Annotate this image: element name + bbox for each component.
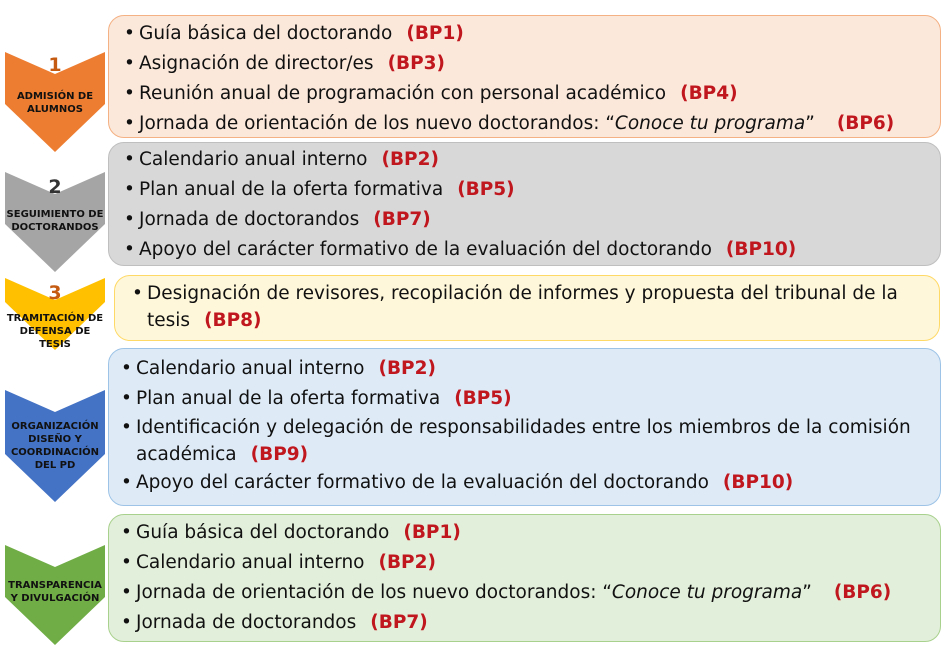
stage-label [5,420,105,472]
stage-label-line: DEL PD [34,460,76,471]
practice-code: (BP4) [680,83,738,104]
practice-code: (BP7) [370,612,428,633]
stage-label-line: TRANSPARENCIA [8,580,102,591]
stage-label [5,208,105,234]
practice-text: Apoyo del carácter formativo de la evaluación del doctorando [136,472,709,493]
stage-label-line: TRAMITACIÓN DE [6,313,104,324]
practice-text: Jornada de orientación de los nuevo doctorandos: “ [139,113,615,134]
practice-code: (BP10) [722,472,794,493]
practice-code: (BP6) [836,113,895,134]
practice-text: Identificación y delegación de responsabilidades entre los miembros de la comisión académica [136,417,911,465]
stage-box-1 [108,15,941,138]
practice-text: Apoyo del carácter formativo de la evaluación del doctorando [139,239,712,260]
practice-italic-text: Conoce tu programa [611,582,803,603]
practice-text: Calendario anual interno [136,552,365,573]
stage-box-2 [108,142,941,266]
stage-number: 3 [48,282,62,304]
practice-code: (BP5) [454,388,512,409]
practice-item [119,578,930,608]
practice-item [119,414,930,468]
stage-label-line: Y DIVULGACIÓN [10,593,100,604]
practice-item [122,145,930,175]
practice-text: Jornada de doctorandos [136,612,357,633]
stage-label-line: COORDINACIÓN [10,447,100,458]
practice-item [122,49,930,79]
practice-code: (BP1) [406,23,464,44]
practice-list [119,354,930,498]
stage-box-5 [108,514,941,642]
practice-item [119,468,930,498]
stage-label [5,90,105,116]
stage-chevron-1 [5,52,105,152]
stage-label-line: DISEÑO Y [28,434,82,445]
practice-item [122,235,930,265]
practice-item [119,518,930,548]
practice-text: Reunión anual de programación con personal académico [139,83,667,104]
practice-list [130,280,929,334]
practice-code: (BP10) [725,239,797,260]
stage-label-line: ORGANIZACIÓN [11,421,99,432]
stage-chevron-3 [5,278,105,350]
stage-label-line: ALUMNOS [27,104,83,115]
practice-item [130,280,929,334]
practice-list [122,145,930,265]
practice-list [119,518,930,638]
stage-number: 2 [48,176,62,198]
practice-text: Plan anual de la oferta formativa [139,179,444,200]
practice-code: (BP2) [378,358,436,379]
stage-label [5,312,105,351]
stage-label-line: SEGUIMIENTO DE [6,209,104,220]
stage-label-line: ADMISIÓN DE [16,91,94,102]
stage-number: 1 [48,54,62,76]
practice-text-closing: ” [802,582,812,603]
practice-code: (BP6) [833,582,892,603]
practice-code: (BP1) [403,522,461,543]
practice-text: Jornada de doctorandos [139,209,360,230]
practice-text: Guía básica del doctorando [139,23,393,44]
practice-text: Calendario anual interno [136,358,365,379]
practice-item [119,384,930,414]
stage-chevron-2 [5,172,105,272]
practice-text: Jornada de orientación de los nuevo doctorandos: “ [136,582,612,603]
practice-text: Asignación de director/es [139,53,374,74]
practice-code: (BP9) [250,444,309,465]
practice-code: (BP2) [381,149,439,170]
stage-box-4 [108,348,941,506]
practice-item [122,79,930,109]
practice-item [119,548,930,578]
practice-code: (BP2) [378,552,436,573]
stage-label-line: DOCTORANDOS [11,222,99,233]
practice-text-closing: ” [805,113,815,134]
stage-chevron-5 [5,545,105,645]
practice-item [122,19,930,49]
practice-text: Plan anual de la oferta formativa [136,388,441,409]
practice-text: Calendario anual interno [139,149,368,170]
practice-item [119,608,930,638]
practice-item [119,354,930,384]
practice-text: Guía básica del doctorando [136,522,390,543]
stage-chevron-4 [5,390,105,502]
practice-text: Designación de revisores, recopilación de informes y propuesta del tribunal de la tesis [147,283,898,331]
stage-number: 4 [48,388,62,410]
practice-list [122,19,930,139]
practice-item [122,109,930,139]
practice-code: (BP7) [373,209,431,230]
stage-number: 5 [48,544,62,566]
practice-item [122,175,930,205]
stage-label [5,579,105,605]
stage-label-line: DEFENSA DE TESIS [19,326,91,350]
practice-italic-text: Conoce tu programa [614,113,806,134]
practice-code: (BP8) [204,310,262,331]
practice-code: (BP5) [457,179,515,200]
stage-box-3 [114,275,940,341]
practice-code: (BP3) [387,53,446,74]
practice-item [122,205,930,235]
